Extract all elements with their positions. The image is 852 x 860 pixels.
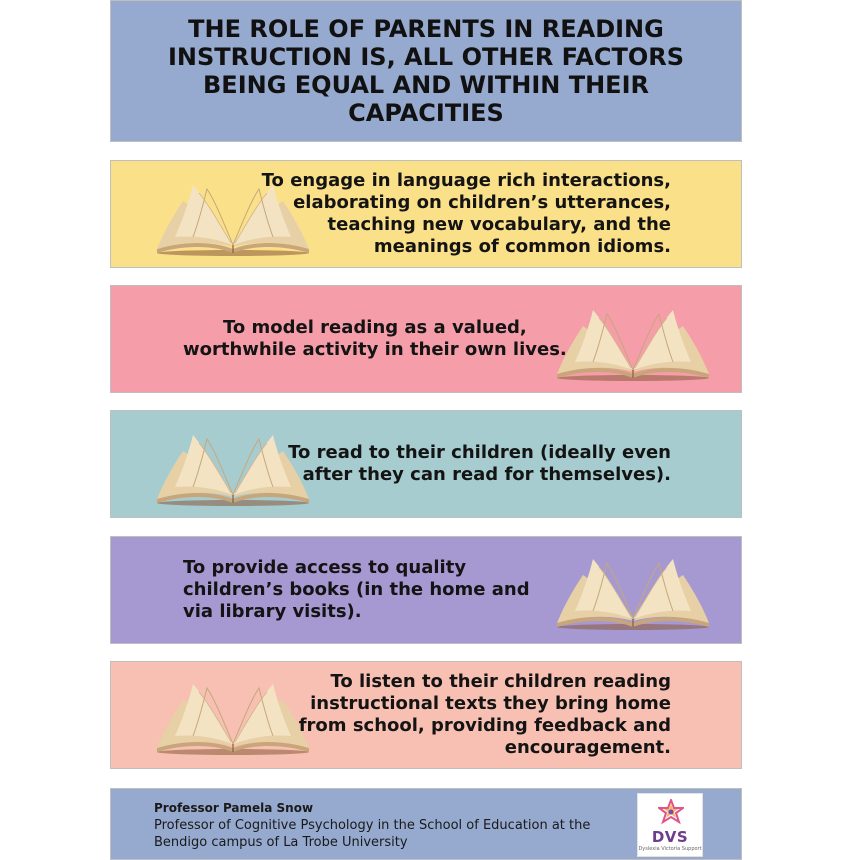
star-icon bbox=[658, 799, 684, 825]
role-1-line-3: teaching new vocabulary, and the bbox=[327, 214, 671, 235]
role-card-1 bbox=[110, 160, 742, 268]
role-3-line-2: after they can read for themselves). bbox=[302, 464, 671, 485]
role-1-line-1: To engage in language rich interactions, bbox=[261, 170, 671, 191]
role-2-line-2: worthwhile activity in their own lives. bbox=[183, 339, 567, 360]
role-1-line-4: meanings of common idioms. bbox=[373, 236, 671, 257]
role-2-line-1: To model reading as a valued, bbox=[222, 317, 527, 338]
role-4-line-3: via library visits). bbox=[183, 601, 362, 622]
title-banner bbox=[110, 0, 742, 142]
role-5-line-3: from school, providing feedback and bbox=[298, 715, 671, 736]
role-1-line-2: elaborating on children’s utterances, bbox=[293, 192, 671, 213]
author-name: Professor Pamela Snow bbox=[154, 801, 314, 815]
logo-subtext: Dyslexia Victoria Support bbox=[638, 846, 702, 852]
role-5-line-1: To listen to their children reading bbox=[330, 671, 671, 692]
role-card-4 bbox=[110, 536, 742, 644]
role-card-2 bbox=[110, 285, 742, 393]
open-book-icon bbox=[153, 678, 313, 758]
role-5-line-2: instructional texts they bring home bbox=[310, 693, 671, 714]
role-3-line-1: To read to their children (ideally even bbox=[288, 442, 671, 463]
open-book-icon bbox=[553, 553, 713, 633]
role-4-line-2: children’s books (in the home and bbox=[183, 579, 530, 600]
role-card-3 bbox=[110, 410, 742, 518]
author-footer bbox=[110, 788, 742, 860]
dvs-logo bbox=[637, 793, 703, 857]
logo-text: DVS bbox=[651, 828, 689, 846]
open-book-icon bbox=[553, 304, 713, 384]
page-title: THE ROLE OF PARENTS IN READING INSTRUCTION IS, ALL OTHER FACTORS BEING EQUAL AND WITHIN THEIR CAPACITIES bbox=[167, 15, 685, 127]
role-4-line-1: To provide access to quality bbox=[183, 557, 467, 578]
author-description: Professor of Cognitive Psychology in the School of Education at the Bendigo campus of La Trobe University bbox=[154, 818, 591, 850]
role-5-line-4: encouragement. bbox=[504, 737, 671, 758]
role-card-5 bbox=[110, 661, 742, 769]
